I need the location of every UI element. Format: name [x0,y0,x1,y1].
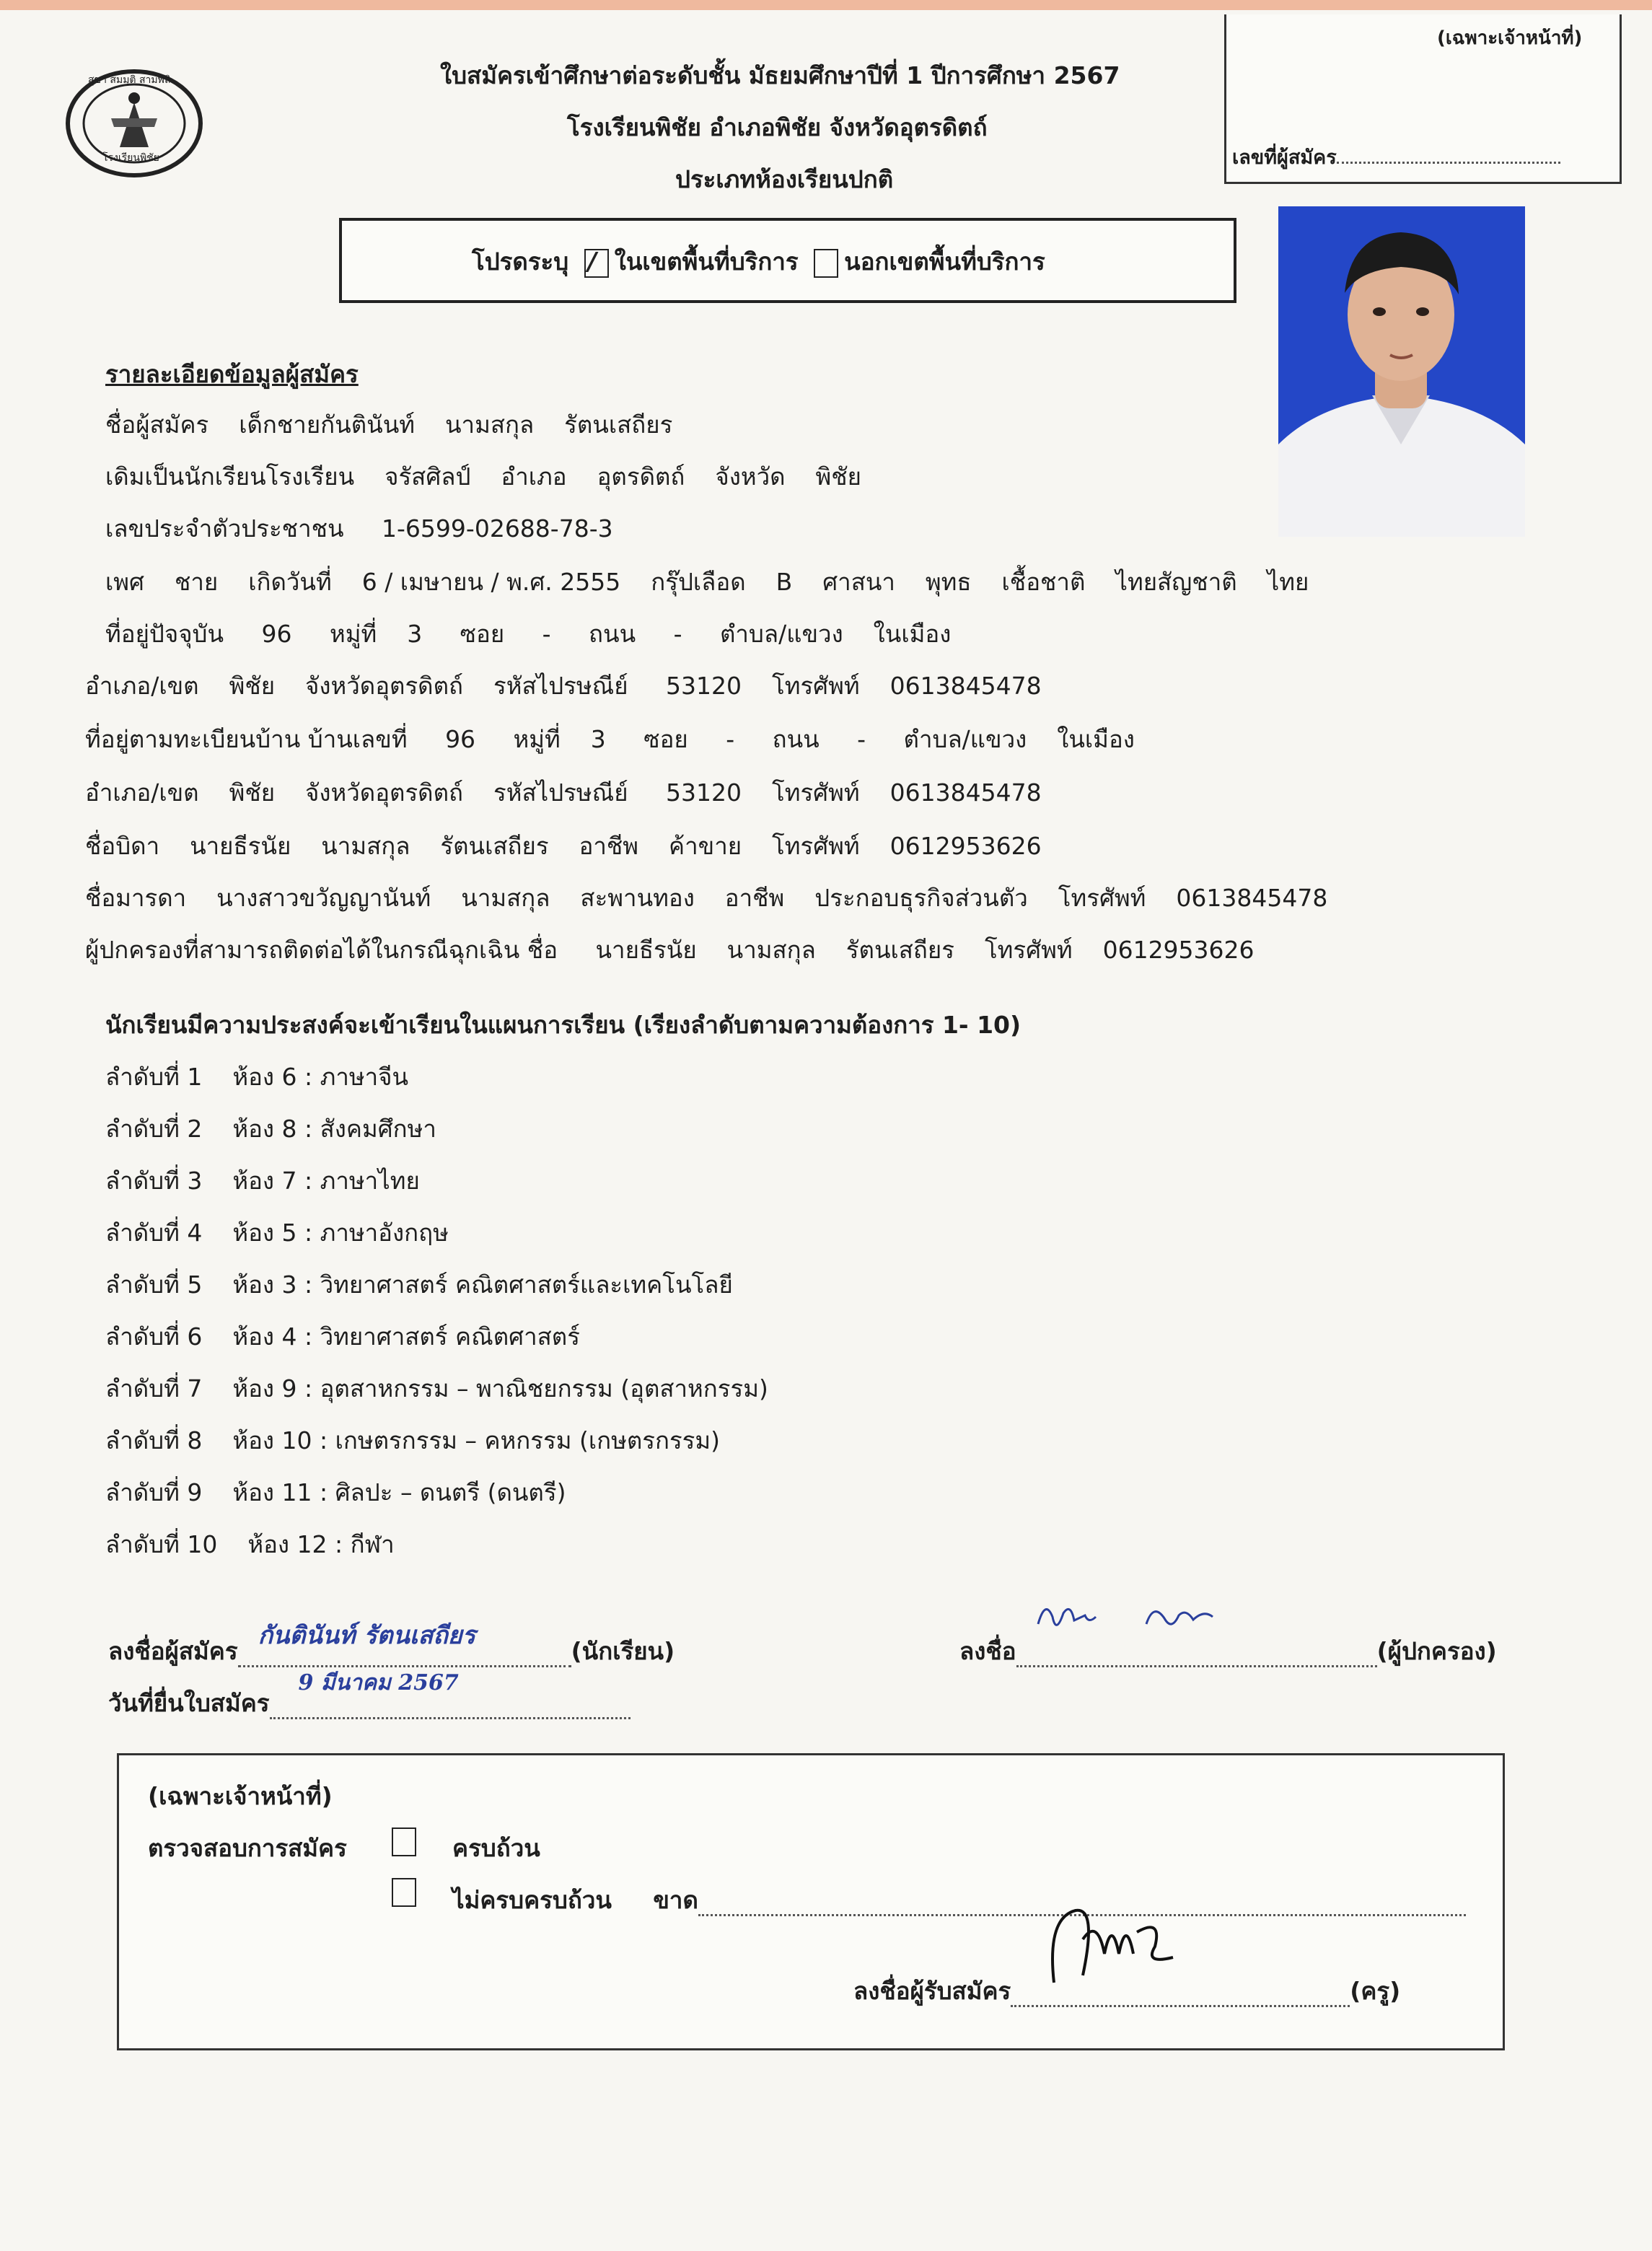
submission-date-handwritten: 9 มีนาคม 2567 [298,1670,459,1695]
registered-address-row: ที่อยู่ตามทะเบียนบ้าน บ้านเลขที่ 96 หมู่ที่ 3 ซอย - ถนน - ตำบล/แขวง ในเมือง [85,725,1135,753]
complete-label: ครบถ้วน [452,1834,540,1862]
photo-portrait [1278,206,1525,537]
father-phone[interactable]: 0612953626 [889,832,1042,860]
guardian-phone[interactable]: 0612953626 [1102,936,1255,964]
father-surname[interactable]: รัตนเสถียร [440,832,549,860]
service-area-prompt: โปรดระบุ [472,247,569,276]
registered-subdistrict[interactable]: ในเมือง [1057,725,1135,753]
current-subdistrict[interactable]: ในเมือง [873,620,952,648]
inside-area-checkbox[interactable]: / [584,249,609,278]
preference-plan: ห้อง 12 : กีฬา [247,1530,395,1558]
submission-date-row [108,1670,631,1722]
guardian-signature-row [959,1632,1497,1670]
applicant-section-title: รายละเอียดข้อมูลผู้สมัคร [105,360,359,388]
service-area-row [472,242,1045,281]
guardian-signature-line[interactable] [1016,1637,1377,1667]
applicant-name-row: ชื่อผู้สมัคร เด็กชายกันตินันท์ นามสกุล รัตนเสถียร [105,411,673,439]
national-id-row: เลขประจำตัวประชาชน 1-6599-02688-78-3 [105,514,613,543]
applicant-signature-label: ลงชื่อผู้สมัคร [108,1637,238,1665]
date-of-birth[interactable]: 6 / เมษายน / พ.ศ. 2555 [361,568,621,596]
logo-text-bottom: โรงเรียนพิชัย [102,152,159,164]
applicant-no-field[interactable] [1232,141,1560,172]
receiver-signature-suffix: (ครู) [1350,1977,1401,2005]
previous-school-district[interactable]: อุตรดิตถ์ [597,462,685,491]
registered-zip[interactable]: 53120 [666,778,742,807]
guardian-signature-scribble [1031,1595,1247,1646]
guardian-signature-suffix: (ผู้ปกครอง) [1376,1637,1497,1665]
officer-only-section [117,1753,1505,2050]
service-area-box [339,218,1236,303]
current-address-row: ที่อยู่ปัจจุบัน 96 หมู่ที่ 3 ซอย - ถนน - ตำบล/แขวง ในเมือง [105,620,952,648]
incomplete-checkbox[interactable] [392,1878,416,1907]
preference-item[interactable] [105,1525,395,1563]
preference-plan: ห้อง 11 : ศิลปะ – ดนตรี (ดนตรี) [232,1478,566,1506]
current-zip[interactable]: 53120 [666,672,742,700]
applicant-no-label: เลขที่ผู้สมัคร [1232,146,1337,169]
current-district[interactable]: พิชัย [229,672,276,700]
applicant-surname[interactable]: รัตนเสถียร [564,411,673,439]
submission-date-label: วันที่ยื่นใบสมัคร [108,1689,270,1717]
previous-school-province[interactable]: พิชัย [815,462,862,491]
registered-district[interactable]: พิชัย [229,778,276,807]
receiver-signature-line[interactable] [1011,1977,1350,2007]
personal-info-row: เพศ ชาย เกิดวันที่ 6 / เมษายน / พ.ศ. 2555 กรุ๊ปเลือด B ศาสนา พุทธ เชื้อชาติ ไทยสัญชาติ ไทย [105,568,1309,596]
preference-rank: ลำดับที่ 4 [105,1219,203,1247]
paper-edge [0,0,1652,10]
preference-plan: ห้อง 5 : ภาษาอังกฤษ [232,1219,449,1247]
mother-job[interactable]: ประกอบธุรกิจส่วนตัว [814,884,1028,912]
preference-plan: ห้อง 9 : อุตสาหกรรม – พาณิชยกรรม (อุตสาหกรรม) [232,1374,768,1403]
current-soi[interactable]: - [542,620,551,648]
guardian-row: ผู้ปกครองที่สามารถติดต่อได้ในกรณีฉุกเฉิน ชื่อ นายธีรนัย นามสกุล รัตนเสถียร โทรศัพท์ 0612953626 [85,936,1255,964]
preference-item[interactable] [105,1214,449,1252]
father-name[interactable]: นายธีรนัย [190,832,291,860]
inside-area-label: ในเขตพื้นที่บริการ [614,247,799,276]
current-house-no[interactable]: 96 [261,620,292,648]
receiver-signature-row [853,1972,1400,2010]
study-plan-title: นักเรียนมีความประสงค์จะเข้าเรียนในแผนการเรียน (เรียงลำดับตามความต้องการ 1- 10) [105,1011,1021,1039]
applicant-signature-line[interactable] [238,1621,571,1667]
preference-rank: ลำดับที่ 6 [105,1322,203,1351]
preference-rank: ลำดับที่ 8 [105,1426,203,1454]
mother-name[interactable]: นางสาวขวัญญานันท์ [216,884,431,912]
guardian-signature-label: ลงชื่อ [959,1637,1016,1665]
preference-rank: ลำดับที่ 2 [105,1115,203,1143]
preference-item[interactable] [105,1421,720,1460]
logo-text-top: สุขา สมมุติ สามพลิ [88,74,171,86]
incomplete-row [452,1881,1466,1919]
guardian-surname[interactable]: รัตนเสถียร [845,936,954,964]
check-application-label: ตรวจสอบการสมัคร [148,1834,347,1862]
applicant-photo [1278,206,1525,537]
applicant-signature-row [108,1621,675,1670]
current-moo[interactable]: 3 [407,620,423,648]
outside-area-label: นอกเขตพื้นที่บริการ [844,247,1045,276]
preference-item[interactable] [105,1110,436,1148]
previous-school-row: เดิมเป็นนักเรียนโรงเรียน จรัสศิลป์ อำเภอ อุตรดิตถ์ จังหวัด พิชัย [105,462,862,491]
preference-item[interactable] [105,1473,566,1511]
outside-area-checkbox[interactable] [814,249,838,278]
preference-plan: ห้อง 10 : เกษตรกรรม – คหกรรม (เกษตรกรรม) [232,1426,721,1454]
officer-only-label: (เฉพาะเจ้าหน้าที่) [1437,27,1583,49]
submission-date-line[interactable] [270,1670,631,1719]
current-road[interactable]: - [673,620,682,648]
registered-soi[interactable]: - [726,725,735,753]
sex[interactable]: ชาย [174,568,219,596]
officer-only-header-box [1224,14,1622,184]
nationality[interactable]: ไทย [1267,568,1309,596]
preference-item[interactable] [105,1265,733,1304]
registered-moo[interactable]: 3 [590,725,606,753]
preference-rank: ลำดับที่ 7 [105,1374,203,1403]
form-title-line1: ใบสมัครเข้าศึกษาต่อระดับชั้น มัธยมศึกษาปีที่ 1 ปีการศึกษา 2567 [440,61,1120,89]
previous-school[interactable]: จรัสศิลป์ [385,462,471,491]
complete-checkbox[interactable] [392,1827,416,1856]
preference-item[interactable] [105,1369,768,1408]
missing-label: ขาด [653,1886,698,1914]
preference-plan: ห้อง 3 : วิทยาศาสตร์ คณิตศาสตร์และเทคโนโลยี [232,1271,733,1299]
preference-rank: ลำดับที่ 9 [105,1478,203,1506]
applicant-handwritten-name: กันตินันท์ รัตนเสถียร [258,1621,475,1650]
preference-plan: ห้อง 7 : ภาษาไทย [232,1167,420,1195]
form-title-line3: ประเภทห้องเรียนปกติ [675,165,894,193]
preference-rank: ลำดับที่ 5 [105,1271,203,1299]
religion[interactable]: พุทธ [925,568,972,596]
registered-house-no[interactable]: 96 [445,725,476,753]
mother-phone[interactable]: 0613845478 [1176,884,1328,912]
preference-rank: ลำดับที่ 1 [105,1063,203,1091]
guardian-name[interactable]: นายธีรนัย [595,936,697,964]
preference-plan: ห้อง 6 : ภาษาจีน [232,1063,409,1091]
applicant-signature-suffix: (นักเรียน) [571,1637,675,1665]
officer-section-title: (เฉพาะเจ้าหน้าที่) [148,1782,333,1810]
mother-row: ชื่อมารดา นางสาวขวัญญานันท์ นามสกุล สะพานทอง อาชีพ ประกอบธุรกิจส่วนตัว โทรศัพท์ 0613845478 [85,884,1328,912]
preference-item[interactable] [105,1162,420,1200]
incomplete-label: ไม่ครบครบถ้วน [452,1886,612,1914]
receiver-signature-label: ลงชื่อผู้รับสมัคร [853,1977,1011,2005]
preference-plan: ห้อง 4 : วิทยาศาสตร์ คณิตศาสตร์ [232,1322,580,1351]
preference-item[interactable] [105,1058,408,1096]
preference-item[interactable] [105,1317,580,1356]
receiver-signature-scribble [1040,1896,1198,1990]
form-title-line2: โรงเรียนพิชัย อำเภอพิชัย จังหวัดอุตรดิตถ์ [567,113,988,141]
applicant-first-name[interactable]: เด็กชายกันตินันท์ [239,411,416,439]
blood-type[interactable]: B [776,568,793,596]
registered-road[interactable]: - [857,725,866,753]
race[interactable]: ไทยสัญชาติ [1115,568,1237,596]
preference-rank: ลำดับที่ 3 [105,1167,203,1195]
father-row: ชื่อบิดา นายธีรนัย นามสกุล รัตนเสถียร อาชีพ ค้าขาย โทรศัพท์ 0612953626 [85,832,1042,860]
mother-surname[interactable]: สะพานทอง [580,884,695,912]
current-address-row-2: อำเภอ/เขต พิชัย จังหวัดอุตรดิตถ์ รหัสไปรษณีย์ 53120 โทรศัพท์ 0613845478 [85,672,1042,700]
father-job[interactable]: ค้าขาย [669,832,742,860]
registered-phone[interactable]: 0613845478 [889,778,1042,807]
registered-address-row-2: อำเภอ/เขต พิชัย จังหวัดอุตรดิตถ์ รหัสไปรษณีย์ 53120 โทรศัพท์ 0613845478 [85,778,1042,807]
preference-rank: ลำดับที่ 10 [105,1530,218,1558]
preference-plan: ห้อง 8 : สังคมศึกษา [232,1115,436,1143]
national-id[interactable]: 1-6599-02688-78-3 [382,514,613,543]
current-phone[interactable]: 0613845478 [889,672,1042,700]
